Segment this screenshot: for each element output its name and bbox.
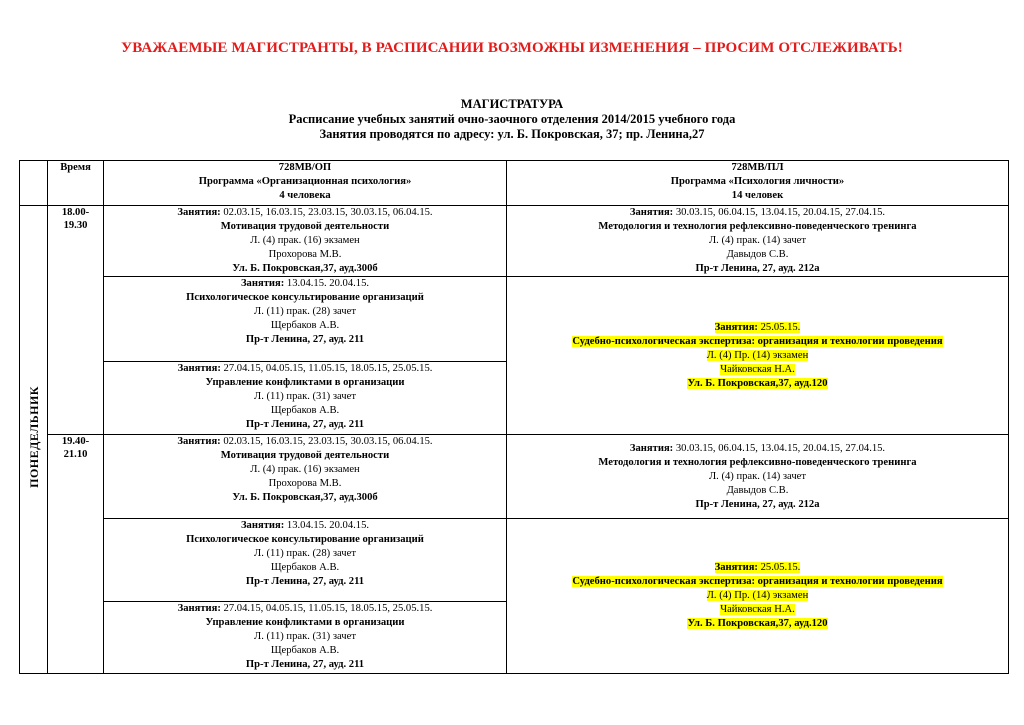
schedule-table [19, 160, 1009, 674]
lesson-cell: Занятия: 02.03.15, 16.03.15, 23.03.15, 30.03.15, 06.04.15. Мотивация трудовой деятельности Л. (4) прак. (16) экзамен Прохорова М.В. Ул. Б. Покровская,37, ауд.300б [104, 206, 507, 277]
time-cell: 18.00- 19.30 [48, 206, 104, 435]
header-subtitle: Расписание учебных занятий очно-заочного отделения 2014/2015 учебного года [288, 112, 736, 126]
group-op-header: 728МВ/ОП Программа «Организационная психология» 4 человека [104, 161, 507, 206]
time-header: Время [48, 161, 104, 206]
lesson-cell: Занятия: 13.04.15. 20.04.15. Психологическое консультирование организаций Л. (11) прак. (28) зачет Щербаков А.В. Пр-т Ленина, 27, ауд. 211 [104, 277, 507, 362]
lesson-cell: Занятия: 02.03.15, 16.03.15, 23.03.15, 30.03.15, 06.04.15. Мотивация трудовой деятельности Л. (4) прак. (16) экзамен Прохорова М.В. Ул. Б. Покровская,37, ауд.300б [104, 435, 507, 519]
corner-cell [20, 161, 48, 206]
table-row [20, 519, 1009, 602]
document-header [0, 97, 1024, 142]
table-row [20, 277, 1009, 362]
lesson-cell-highlighted: Занятия: 25.05.15. Судебно-психологическая экспертиза: организация и технологии проведения Л. (4) Пр. (14) экзамен Чайковская Н.А. Ул. Б. Покровская,37, ауд.120 [507, 277, 1009, 435]
day-cell [20, 206, 48, 674]
table-header-row [20, 161, 1009, 206]
lesson-cell: Занятия: 30.03.15, 06.04.15, 13.04.15, 20.04.15, 27.04.15. Методология и технология рефлексивно-поведенческого тренинга Л. (4) прак. (14) зачет Давыдов С.В. Пр-т Ленина, 27, ауд. 212а [507, 435, 1009, 519]
lesson-cell: Занятия: 27.04.15, 04.05.15, 11.05.15, 18.05.15, 25.05.15. Управление конфликтами в организации Л. (11) прак. (31) зачет Щербаков А.В. Пр-т Ленина, 27, ауд. 211 [104, 362, 507, 435]
lesson-cell: Занятия: 30.03.15, 06.04.15, 13.04.15, 20.04.15, 27.04.15. Методология и технология рефлексивно-поведенческого тренинга Л. (4) прак. (14) зачет Давыдов С.В. Пр-т Ленина, 27, ауд. 212а [507, 206, 1009, 277]
header-title: МАГИСТРАТУРА [460, 97, 564, 111]
day-label: ПОНЕДЕЛЬНИК [26, 386, 41, 488]
group-pl-header: 728МВ/ПЛ Программа «Психология личности» 14 человек [507, 161, 1009, 206]
lesson-cell: Занятия: 27.04.15, 04.05.15, 11.05.15, 18.05.15, 25.05.15. Управление конфликтами в организации Л. (11) прак. (31) зачет Щербаков А.В. Пр-т Ленина, 27, ауд. 211 [104, 602, 507, 674]
table-row [20, 435, 1009, 519]
time-cell: 19.40- 21.10 [48, 435, 104, 674]
header-address: Занятия проводятся по адресу: ул. Б. Покровская, 37; пр. Ленина,27 [319, 127, 705, 141]
lesson-cell: Занятия: 13.04.15. 20.04.15. Психологическое консультирование организаций Л. (11) прак. (28) зачет Щербаков А.В. Пр-т Ленина, 27, ауд. 211 [104, 519, 507, 602]
warning-banner: УВАЖАЕМЫЕ МАГИСТРАНТЫ, В РАСПИСАНИИ ВОЗМОЖНЫ ИЗМЕНЕНИЯ – ПРОСИМ ОТСЛЕЖИВАТЬ! [121, 40, 903, 56]
lesson-cell-highlighted: Занятия: 25.05.15. Судебно-психологическая экспертиза: организация и технологии проведения Л. (4) Пр. (14) экзамен Чайковская Н.А. Ул. Б. Покровская,37, ауд.120 [507, 519, 1009, 674]
table-row [20, 206, 1009, 277]
